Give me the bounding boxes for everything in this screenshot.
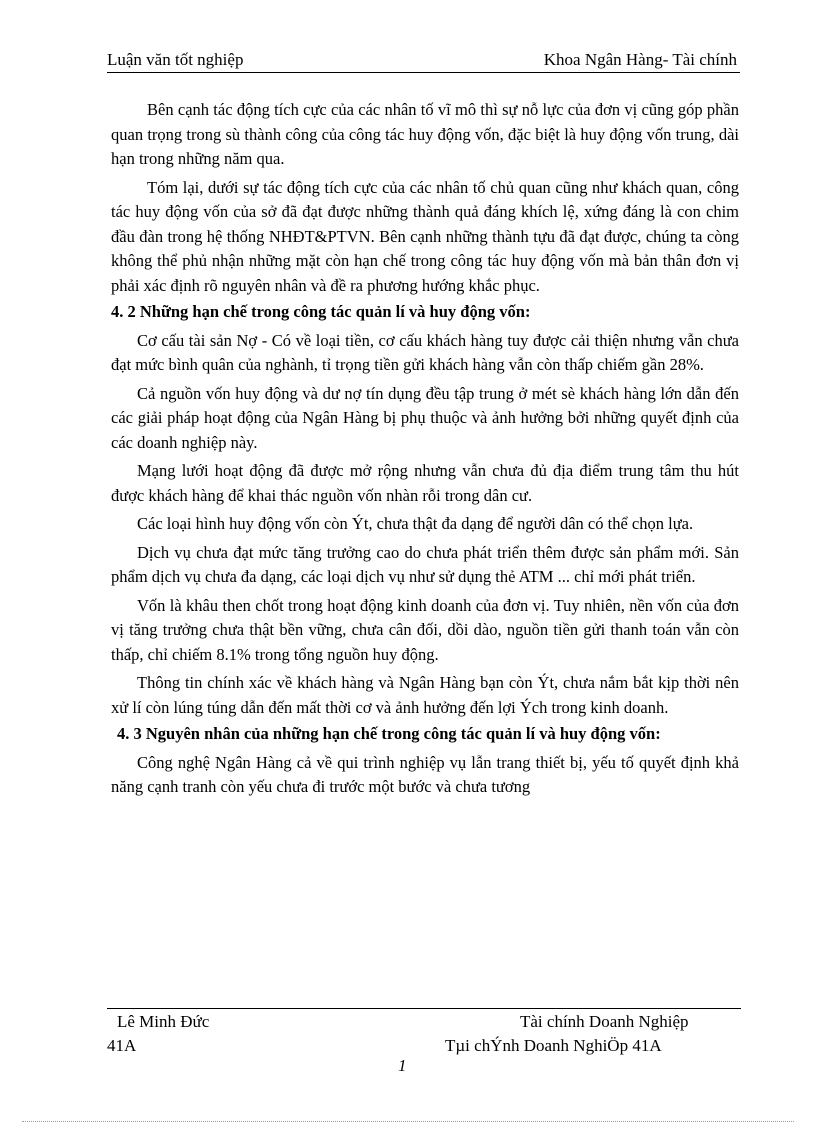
header-thesis-label: Luận văn tốt nghiệp bbox=[107, 50, 244, 69]
page-number: 1 bbox=[398, 1056, 407, 1075]
paragraph: Các loại hình huy động vốn còn Ýt, chưa thật đa dạng để người dân có thể chọn lựa. bbox=[137, 514, 694, 533]
page-bottom-edge bbox=[22, 1121, 794, 1122]
footer-department: Tài chính Doanh Nghiệp bbox=[520, 1012, 689, 1031]
paragraph: Dịch vụ chưa đạt mức tăng trưởng cao do chưa phát triển thêm được sản phẩm mới. Sản phẩm dịch vụ chưa đa dạng, các loại dịch vụ như sử dụng thẻ ATM ... chỉ mới phát triển. bbox=[111, 542, 739, 586]
paragraph: Cơ cấu tài sản Nợ - Có về loại tiền, cơ cấu khách hàng tuy được cải thiện nhưng vẫn chưa đạt mức bình quân của nghành, tỉ trọng tiền gửi khách hàng vẫn còn thấp chiếm gần 28%. bbox=[111, 330, 739, 374]
paragraph: Công nghệ Ngân Hàng cả về qui trình nghiệp vụ lẫn trang thiết bị, yếu tố quyết định khả năng cạnh tranh còn yếu chưa đi trước một bước và chưa tương bbox=[111, 752, 739, 796]
paragraph: Vốn là khâu then chốt trong hoạt động kinh doanh của đơn vị. Tuy nhiên, nền vốn của đơn vị tăng trưởng chưa thật bền vững, chưa cân đối, dồi dào, nguồn tiền gửi thanh toán vẫn còn thấp, chỉ chiếm 8.1% trong tổng nguồn huy động. bbox=[111, 595, 739, 664]
footer-department-garbled: Tµi chÝnh Doanh NghiÖp 41A bbox=[445, 1036, 662, 1055]
paragraph: Mạng lưới hoạt động đã được mở rộng nhưng vẫn chưa đủ địa điểm trung tâm thu hút được khách hàng để khai thác nguồn vốn nhàn rỗi trong dân cư. bbox=[111, 461, 739, 505]
section-heading: 4. 2 Những hạn chế trong công tác quản lí và huy động vốn: bbox=[111, 302, 531, 321]
footer-divider bbox=[107, 1008, 741, 1009]
header-faculty-label: Khoa Ngân Hàng- Tài chính bbox=[543, 50, 737, 69]
paragraph: Cả nguồn vốn huy động và dư nợ tín dụng đều tập trung ở mét sè khách hàng lớn dẫn đến các giải pháp hoạt động của Ngân Hàng bị phụ thuộc và ảnh hưởng bởi những quyết định của các doanh nghiệp này. bbox=[111, 383, 739, 452]
document-body bbox=[111, 98, 739, 800]
paragraph: Bên cạnh tác động tích cực của các nhân tố vĩ mô thì sự nỗ lực của đơn vị cũng góp phần quan trọng trong sù thành công của công tác huy động vốn, đặc biệt là huy động vốn trung, dài hạn trong những năm qua. bbox=[111, 100, 739, 168]
footer-class: 41A bbox=[107, 1036, 137, 1055]
section-heading: 4. 3 Nguyên nhân của những hạn chế trong công tác quản lí và huy động vốn: bbox=[117, 724, 661, 743]
paragraph: Tóm lại, dưới sự tác động tích cực của các nhân tố chủ quan cũng như khách quan, công tác huy động vốn của sở đã đạt được những thành quả đáng khích lệ, xứng đáng là con chim đầu đàn trong hệ thống NHĐT&PTVN. Bên cạnh những thành tựu đã đạt được, chúng ta còng không thể phủ nhận những mặt còn hạn chế trong công tác huy động vốn mà bản thân đơn vị phải xác định rõ nguyên nhân và đề ra phương hướng khắc phục. bbox=[111, 177, 739, 295]
page-header bbox=[107, 48, 740, 73]
footer-author-name: Lê Minh Đức bbox=[117, 1012, 210, 1031]
paragraph: Thông tin chính xác về khách hàng và Ngân Hàng bạn còn Ýt, chưa nắm bắt kịp thời nên xử lí còn lúng túng dẫn đến mất thời cơ và ảnh hưởng đến lợi Ých trong kinh doanh. bbox=[111, 673, 739, 717]
